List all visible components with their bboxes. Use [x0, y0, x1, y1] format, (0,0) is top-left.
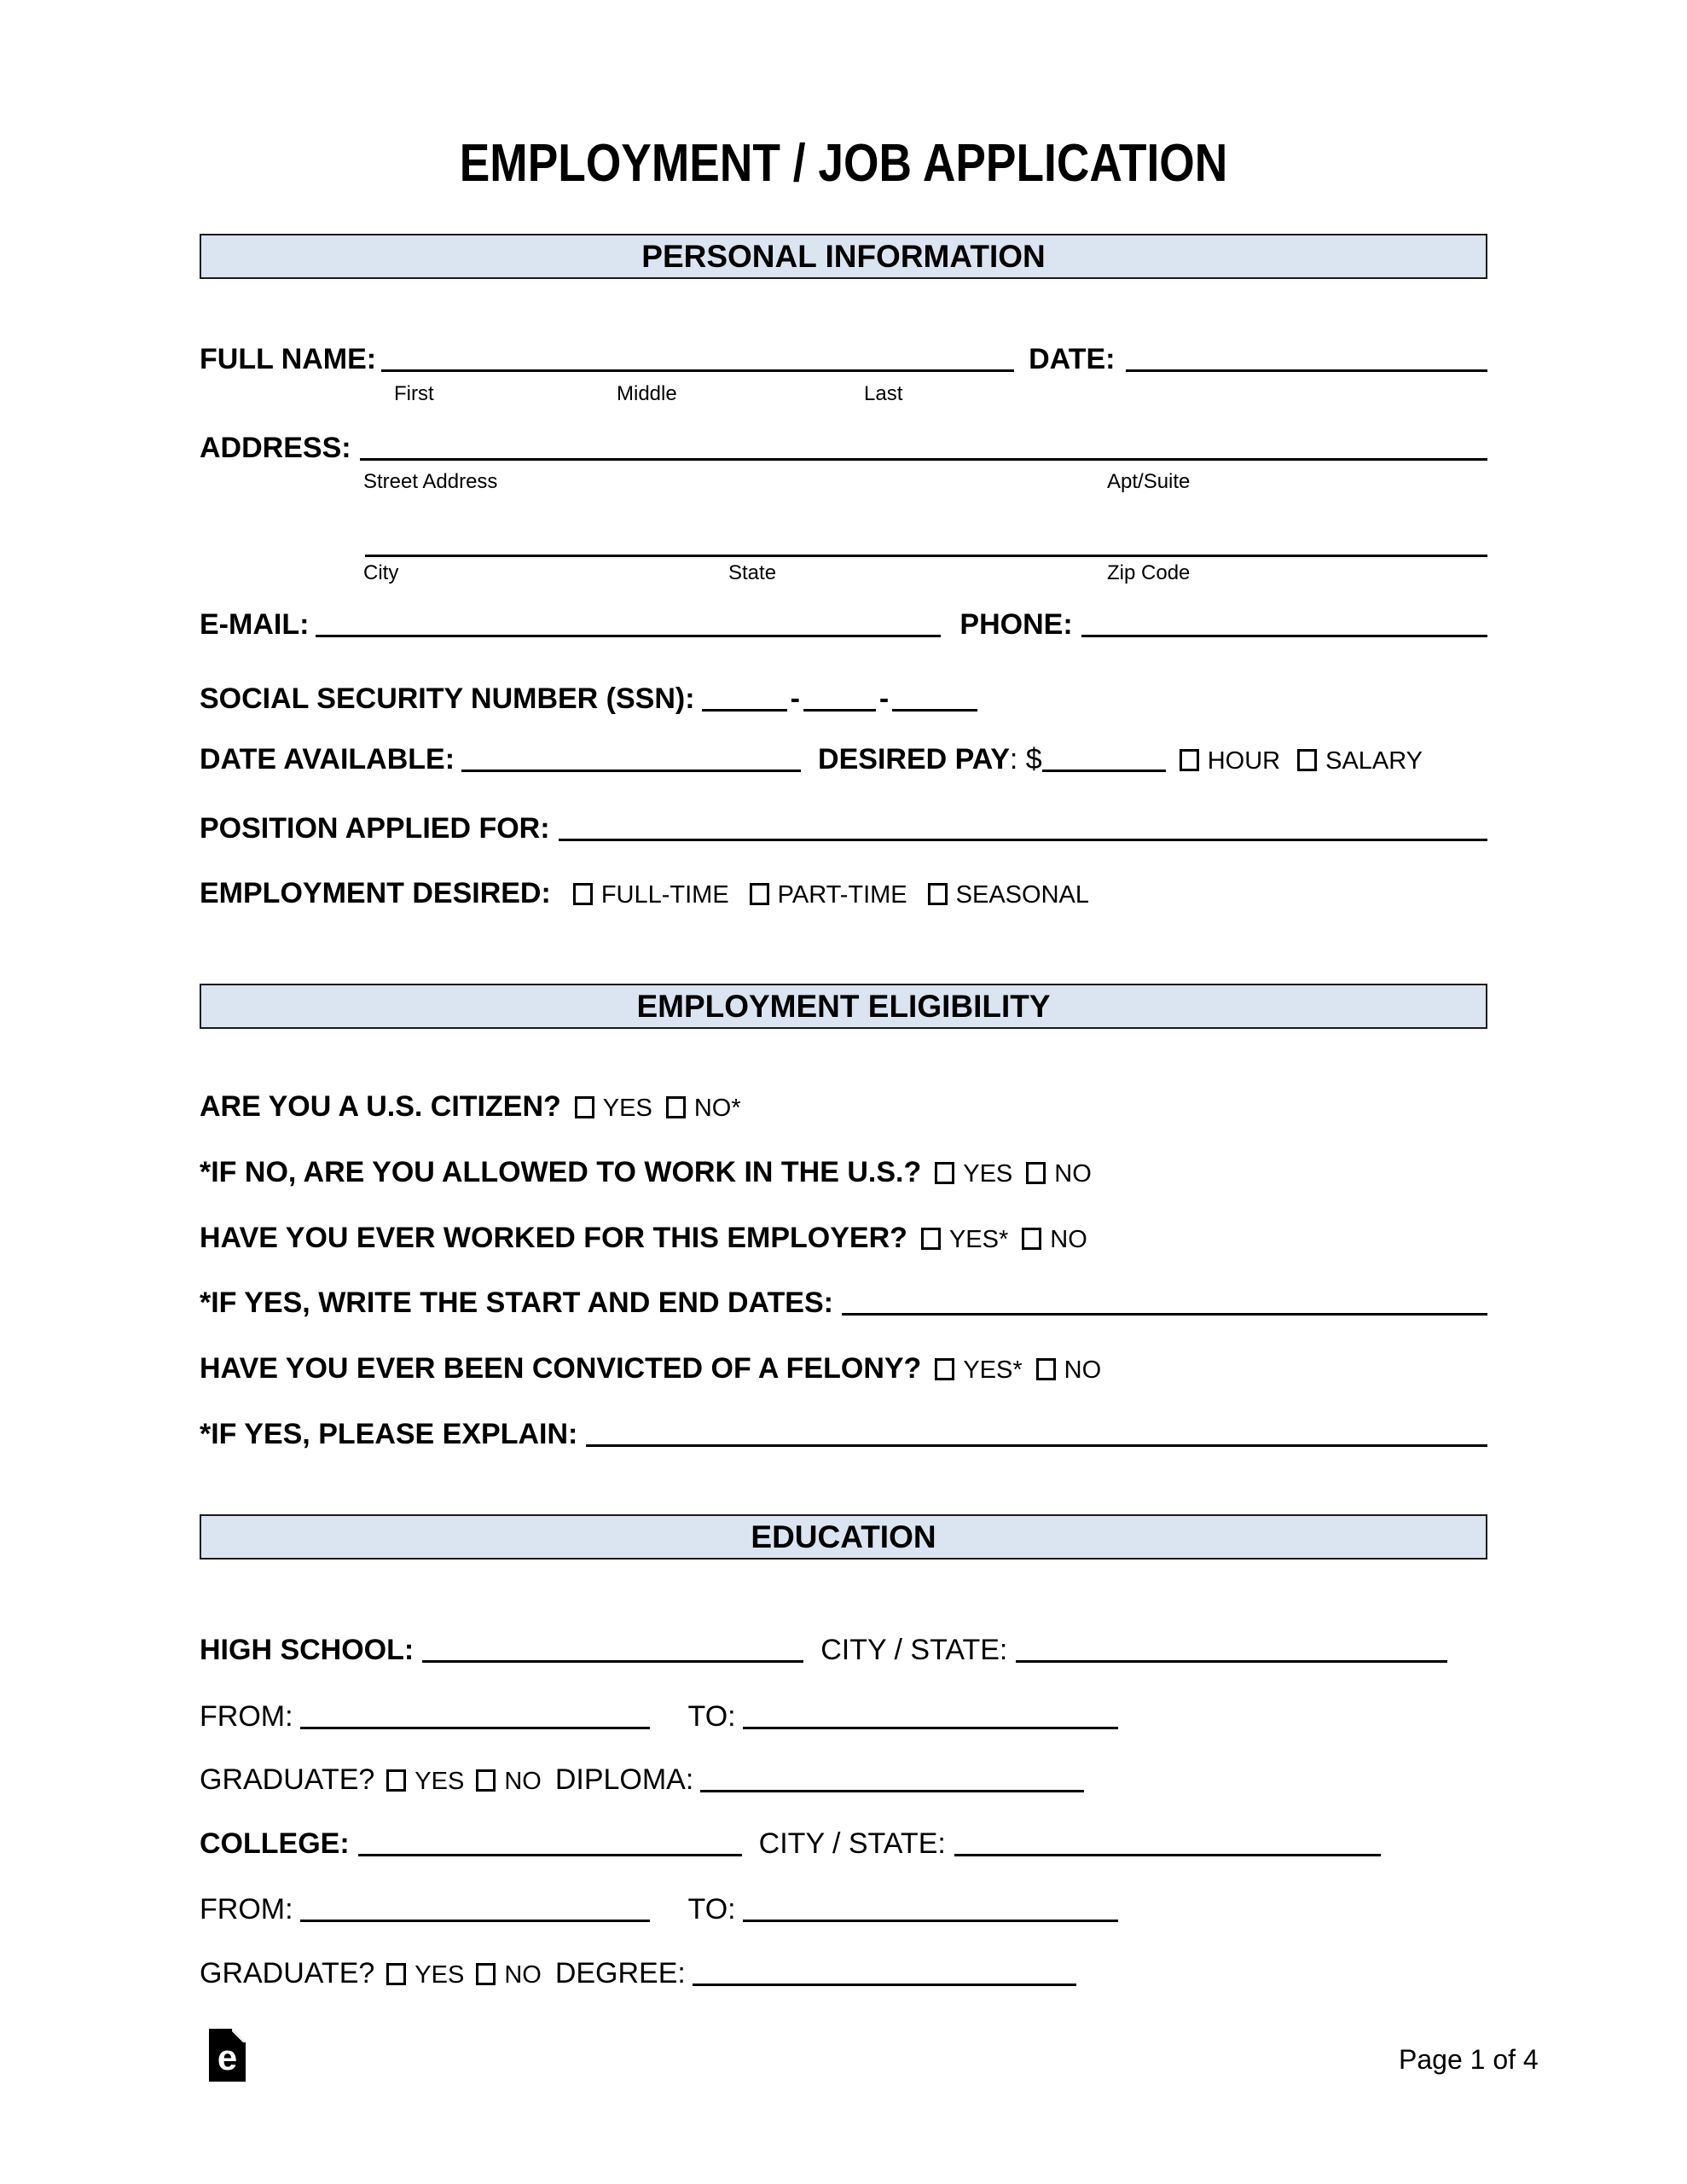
allowed-yes-label: YES — [963, 1160, 1013, 1188]
hs-graduate-yes-checkbox[interactable] — [386, 1769, 406, 1792]
worked-yes-label: YES* — [948, 1226, 1009, 1253]
page-number-label: Page 1 of 4 — [1399, 2044, 1539, 2075]
felony-yes-label: YES* — [963, 1356, 1023, 1384]
date-input-line[interactable] — [1126, 369, 1487, 372]
zip-code-sublabel: Zip Code — [1107, 561, 1191, 584]
full-name-row — [200, 343, 1487, 376]
citizen-question-row — [200, 1090, 1487, 1124]
full-time-checkbox[interactable] — [573, 883, 593, 905]
phone-input-line[interactable] — [1081, 635, 1487, 637]
worked-no-label: NO — [1050, 1226, 1087, 1253]
high-school-dates-row — [200, 1700, 1487, 1734]
citizen-yes-checkbox[interactable] — [575, 1096, 594, 1118]
high-school-graduate-row — [200, 1763, 1487, 1797]
college-label: COLLEGE: — [200, 1827, 350, 1860]
position-applied-label: POSITION APPLIED FOR: — [200, 812, 550, 845]
desired-pay-input-line[interactable] — [1042, 770, 1166, 772]
address-row — [200, 432, 1487, 465]
college-city-state-label: CITY / STATE: — [758, 1827, 946, 1860]
full-time-option-label: FULL-TIME — [600, 881, 729, 909]
hs-from-label: FROM: — [200, 1700, 293, 1733]
street-address-sublabel: Street Address — [363, 470, 498, 493]
date-available-input-line[interactable] — [461, 770, 801, 772]
date-label: DATE: — [1029, 343, 1116, 375]
ssn-separator-2: - — [878, 682, 890, 715]
college-from-input-line[interactable] — [300, 1920, 650, 1922]
city-sublabel: City — [363, 561, 399, 584]
college-to-label: TO: — [687, 1893, 736, 1926]
middle-name-sublabel: Middle — [617, 382, 677, 405]
email-phone-row — [200, 608, 1487, 642]
ssn-separator-1: - — [790, 682, 800, 715]
address-sublabels-row2 — [200, 561, 1487, 587]
email-label: E-MAIL: — [200, 608, 310, 641]
section-title: EMPLOYMENT ELIGIBILITY — [636, 988, 1051, 1024]
felony-explain-input-line[interactable] — [586, 1444, 1487, 1447]
ssn-row — [200, 682, 1487, 716]
apt-suite-sublabel: Apt/Suite — [1107, 470, 1191, 493]
hour-option-label: HOUR — [1207, 747, 1281, 775]
salary-checkbox[interactable] — [1297, 749, 1317, 771]
eforms-logo-letter: e — [217, 2037, 238, 2077]
hs-to-input-line[interactable] — [743, 1727, 1118, 1729]
seasonal-option-label: SEASONAL — [955, 881, 1089, 909]
worked-yes-checkbox[interactable] — [921, 1228, 941, 1250]
diploma-input-line[interactable] — [700, 1790, 1084, 1792]
section-title: PERSONAL INFORMATION — [641, 238, 1046, 274]
felony-question-row — [200, 1352, 1487, 1385]
high-school-label: HIGH SCHOOL: — [200, 1634, 415, 1666]
felony-question-label: HAVE YOU EVER BEEN CONVICTED OF A FELONY? — [200, 1352, 922, 1385]
position-row — [200, 812, 1487, 845]
hour-checkbox[interactable] — [1180, 749, 1199, 771]
hs-graduate-no-label: NO — [504, 1768, 542, 1795]
last-name-sublabel: Last — [864, 382, 903, 405]
college-graduate-no-label: NO — [504, 1961, 542, 1989]
college-from-label: FROM: — [200, 1893, 293, 1926]
felony-no-checkbox[interactable] — [1036, 1358, 1056, 1380]
citizen-no-checkbox[interactable] — [666, 1096, 686, 1118]
hs-graduate-yes-label: YES — [415, 1768, 465, 1795]
college-graduate-yes-checkbox[interactable] — [386, 1963, 406, 1985]
citizen-yes-label: YES — [602, 1095, 652, 1122]
seasonal-checkbox[interactable] — [928, 883, 948, 905]
hs-graduate-no-checkbox[interactable] — [476, 1769, 496, 1792]
section-header-personal-information — [200, 234, 1487, 279]
worked-no-checkbox[interactable] — [1022, 1228, 1041, 1250]
college-graduate-yes-label: YES — [415, 1961, 465, 1989]
state-sublabel: State — [728, 561, 777, 584]
allowed-to-work-question-row — [200, 1156, 1487, 1189]
citizen-question-label: ARE YOU A U.S. CITIZEN? — [200, 1090, 561, 1123]
allowed-no-label: NO — [1054, 1160, 1092, 1188]
diploma-label: DIPLOMA: — [554, 1763, 694, 1796]
college-graduate-row — [200, 1957, 1487, 1990]
email-input-line[interactable] — [316, 635, 941, 637]
page-title: EMPLOYMENT / JOB APPLICATION — [459, 134, 1228, 193]
hs-city-state-input-line[interactable] — [1016, 1660, 1447, 1663]
college-graduate-no-checkbox[interactable] — [476, 1963, 496, 1985]
high-school-row — [200, 1634, 1487, 1667]
eforms-logo — [209, 2029, 246, 2082]
start-end-dates-input-line[interactable] — [842, 1313, 1487, 1316]
felony-no-label: NO — [1064, 1356, 1102, 1384]
felony-explain-label: *IF YES, PLEASE EXPLAIN: — [200, 1418, 578, 1450]
allowed-no-checkbox[interactable] — [1026, 1162, 1046, 1184]
felony-explain-row — [200, 1418, 1487, 1451]
street-address-input-line[interactable] — [360, 458, 1487, 461]
worked-before-question-row — [200, 1222, 1487, 1255]
salary-option-label: SALARY — [1325, 747, 1423, 775]
citizen-no-label: NO* — [693, 1095, 741, 1122]
allowed-yes-checkbox[interactable] — [935, 1162, 954, 1184]
section-header-employment-eligibility — [200, 984, 1487, 1029]
ssn-part1-input-line[interactable] — [702, 709, 787, 712]
first-name-sublabel: First — [394, 382, 434, 405]
address-sublabels-row1 — [200, 470, 1487, 496]
desired-pay-dollar-prefix: : $ — [1009, 743, 1042, 775]
hs-graduate-label: GRADUATE? — [200, 1763, 375, 1796]
college-city-state-input-line[interactable] — [954, 1854, 1381, 1856]
section-title: EDUCATION — [751, 1519, 936, 1554]
part-time-option-label: PART-TIME — [777, 881, 907, 909]
phone-label: PHONE: — [959, 608, 1073, 641]
college-input-line[interactable] — [358, 1854, 742, 1856]
high-school-input-line[interactable] — [422, 1660, 803, 1663]
start-end-dates-label: *IF YES, WRITE THE START AND END DATES: — [200, 1287, 833, 1319]
ssn-label: SOCIAL SECURITY NUMBER (SSN): — [200, 682, 695, 715]
full-name-label: FULL NAME: — [200, 343, 377, 375]
college-to-input-line[interactable] — [743, 1920, 1118, 1922]
date-available-pay-row — [200, 743, 1487, 776]
desired-pay-label: DESIRED PAY — [818, 743, 1010, 775]
start-end-dates-row — [200, 1287, 1487, 1320]
name-sublabels-row — [200, 382, 1487, 408]
hs-to-label: TO: — [687, 1700, 736, 1733]
address-label: ADDRESS: — [200, 432, 351, 464]
date-available-label: DATE AVAILABLE: — [200, 743, 455, 775]
worked-before-question-label: HAVE YOU EVER WORKED FOR THIS EMPLOYER? — [200, 1222, 907, 1254]
part-time-checkbox[interactable] — [750, 883, 769, 905]
degree-input-line[interactable] — [693, 1984, 1076, 1986]
section-header-education — [200, 1514, 1487, 1560]
allowed-to-work-question-label: *IF NO, ARE YOU ALLOWED TO WORK IN THE U.S.? — [200, 1156, 922, 1188]
employment-desired-label: EMPLOYMENT DESIRED: — [200, 877, 551, 909]
degree-label: DEGREE: — [554, 1957, 686, 1989]
college-graduate-label: GRADUATE? — [200, 1957, 375, 1989]
ssn-part3-input-line[interactable] — [892, 709, 977, 712]
position-input-line[interactable] — [559, 839, 1487, 841]
hs-city-state-label: CITY / STATE: — [820, 1634, 1008, 1666]
ssn-part2-input-line[interactable] — [803, 709, 876, 712]
college-dates-row — [200, 1893, 1487, 1926]
felony-yes-checkbox[interactable] — [935, 1358, 954, 1380]
college-row — [200, 1827, 1487, 1861]
full-name-input-line[interactable] — [381, 369, 1014, 372]
hs-from-input-line[interactable] — [300, 1727, 650, 1729]
employment-desired-row — [200, 877, 1487, 910]
address-line2-input[interactable] — [365, 555, 1487, 557]
